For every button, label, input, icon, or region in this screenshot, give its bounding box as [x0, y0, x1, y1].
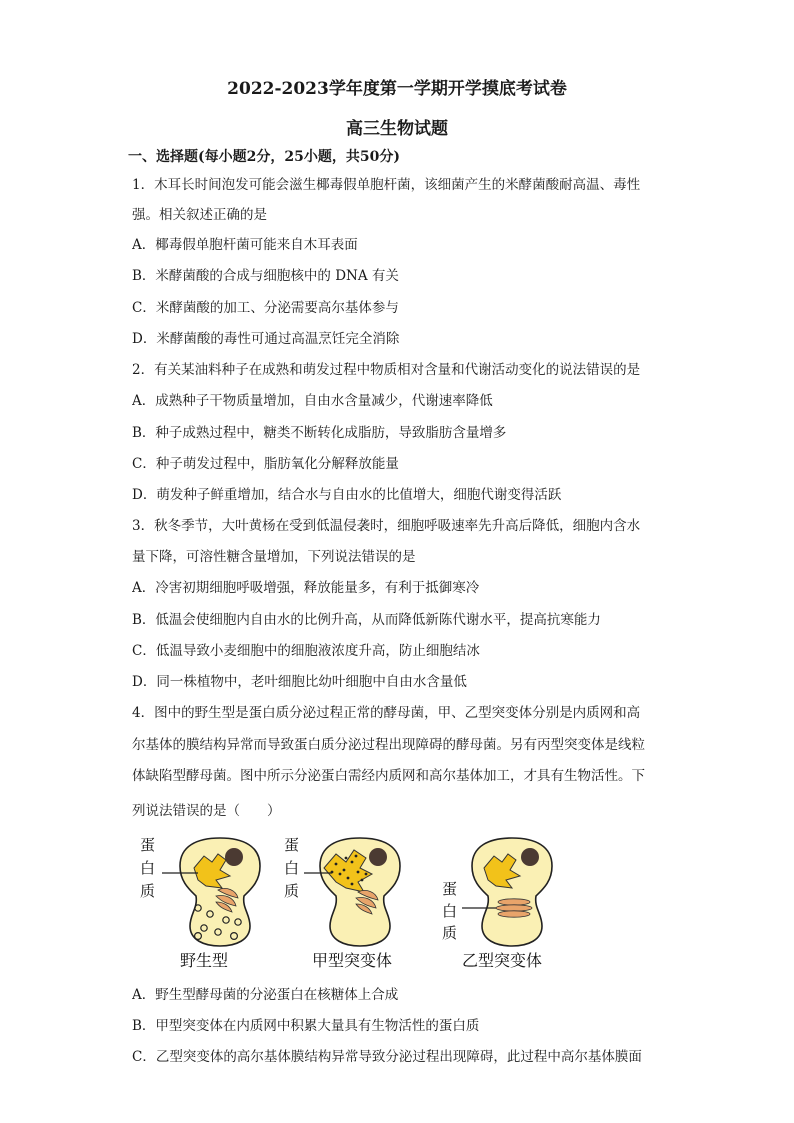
- q4-option-a: A．野生型酵母菌的分泌蛋白在核糖体上合成: [132, 987, 399, 1003]
- jia-label-char1: 蛋: [284, 836, 300, 854]
- yi-label-char3: 质: [442, 924, 458, 942]
- yi-mutant-cell: [442, 838, 552, 970]
- q4-stem-line3: 体缺陷型酵母菌。图中所示分泌蛋白需经内质网和高尔基体加工，才具有生物活性。下: [132, 768, 645, 784]
- wild-type-cell: [140, 836, 260, 970]
- caption-yi-mutant: 乙型突变体: [462, 951, 543, 970]
- q2-option-d: D．萌发种子鲜重增加，结合水与自由水的比值增大，细胞代谢变得活跃: [132, 487, 562, 503]
- q1-option-a: A．椰毒假单胞杆菌可能来自木耳表面: [132, 237, 358, 253]
- q1-option-c: C．米酵菌酸的加工、分泌需要高尔基体参与: [132, 300, 399, 316]
- q3-stem-line2: 量下降，可溶性糖含量增加，下列说法错误的是: [132, 549, 416, 565]
- q4-option-b: B．甲型突变体在内质网中积累大量具有生物活性的蛋白质: [132, 1018, 480, 1034]
- yi-label-char2: 白: [442, 902, 458, 920]
- q1-option-b: B．米酵菌酸的合成与细胞核中的 DNA 有关: [132, 268, 399, 284]
- q1-stem-line1: 1．木耳长时间泡发可能会滋生椰毒假单胞杆菌，该细菌产生的米酵菌酸耐高温、毒性: [132, 177, 641, 193]
- q2-option-b: B．种子成熟过程中，糖类不断转化成脂肪，导致脂肪含量增多: [132, 425, 507, 441]
- exam-title: 2022-2023学年度第一学期开学摸底考试卷: [227, 79, 567, 99]
- jia-label-char2: 白: [284, 859, 300, 877]
- yi-golgi: [496, 899, 532, 917]
- wild-label-char1: 蛋: [140, 836, 156, 854]
- q1-option-d: D．米酵菌酸的毒性可通过高温烹饪完全消除: [132, 331, 400, 347]
- q3-option-d: D．同一株植物中，老叶细胞比幼叶细胞中自由水含量低: [132, 674, 467, 690]
- section-heading: 一、选择题(每小题2分，25小题，共50分): [128, 149, 400, 165]
- caption-wild-type: 野生型: [180, 951, 229, 970]
- q4-option-c: C．乙型突变体的高尔基体膜结构异常导致分泌过程出现障碍，此过程中高尔基体膜面: [132, 1049, 642, 1065]
- jia-nucleus: [369, 848, 387, 866]
- wild-label-char2: 白: [140, 859, 156, 877]
- caption-jia-mutant: 甲型突变体: [312, 951, 393, 970]
- jia-label-char3: 质: [284, 882, 300, 900]
- jia-mutant-cell: [284, 836, 400, 970]
- q3-option-b: B．低温会使细胞内自由水的比例升高，从而降低新陈代谢水平，提高抗寒能力: [132, 612, 601, 628]
- q2-option-c: C．种子萌发过程中，脂肪氧化分解释放能量: [132, 456, 399, 472]
- q3-stem-line1: 3．秋冬季节，大叶黄杨在受到低温侵袭时，细胞呼吸速率先升高后降低，细胞内含水: [132, 518, 641, 534]
- q4-stem-line1: 4．图中的野生型是蛋白质分泌过程正常的酵母菌，甲、乙型突变体分别是内质网和高: [132, 705, 641, 721]
- wild-nucleus: [225, 848, 243, 866]
- q4-stem-line2: 尔基体的膜结构异常而导致蛋白质分泌过程出现障碍的酵母菌。另有丙型突变体是线粒: [132, 737, 645, 753]
- q1-stem-line2: 强。相关叙述正确的是: [132, 207, 267, 223]
- yi-label-char1: 蛋: [442, 880, 458, 898]
- q3-option-a: A．冷害初期细胞呼吸增强，释放能量多，有利于抵御寒冷: [132, 580, 480, 596]
- q3-option-c: C．低温导致小麦细胞中的细胞液浓度升高，防止细胞结冰: [132, 643, 480, 659]
- yi-cell-body: [472, 838, 552, 946]
- wild-label-char3: 质: [140, 882, 156, 900]
- yeast-cells-figure: [132, 828, 662, 970]
- q4-stem-line4: 列说法错误的是（ ）: [132, 803, 281, 819]
- q2-stem: 2．有关某油料种子在成熟和萌发过程中物质相对含量和代谢活动变化的说法错误的是: [132, 362, 641, 378]
- exam-subtitle: 高三生物试题: [346, 119, 448, 139]
- q2-option-a: A．成熟种子干物质量增加，自由水含量减少，代谢速率降低: [132, 393, 493, 409]
- yi-nucleus: [521, 848, 539, 866]
